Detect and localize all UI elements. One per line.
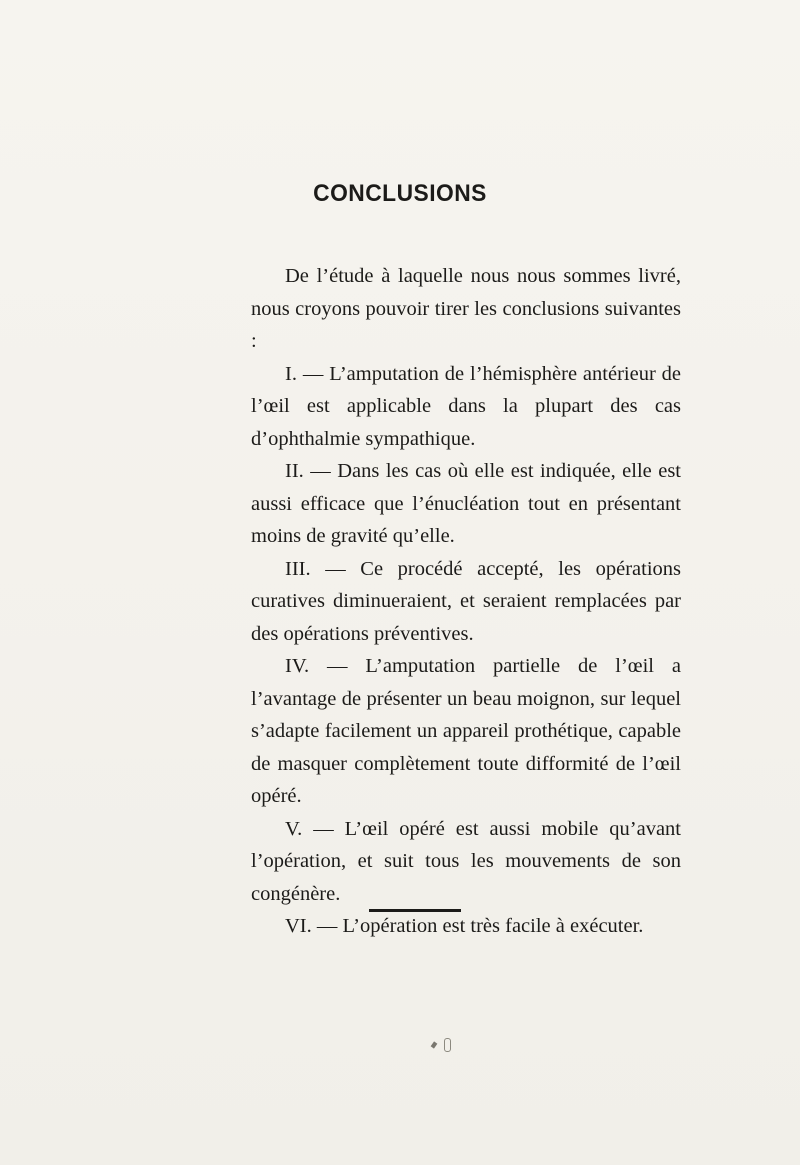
- page-title: CONCLUSIONS: [313, 180, 487, 207]
- print-specks: [432, 1038, 452, 1054]
- intro-paragraph: De l’étude à laquelle nous nous sommes livré, nous croyons pouvoir tirer les conclusions suivantes :: [251, 265, 681, 352]
- conclusion-item-6: VI. — L’opération est très facile à exécuter.: [285, 915, 644, 937]
- conclusion-item-3: III. — Ce procédé accepté, les opérations curatives diminueraient, et seraient remplacées par des opérations préventives.: [251, 557, 681, 645]
- ink-speck: [431, 1041, 438, 1048]
- conclusions-text: [251, 260, 681, 943]
- conclusion-item-1: I. — L’amputation de l’hémisphère antérieur de l’œil est applicable dans la plupart des cas d’ophthalmie sympathique.: [251, 362, 681, 450]
- conclusion-item-5: V. — L’œil opéré est aussi mobile qu’avant l’opération, et suit tous les mouvements de son congénère.: [251, 817, 681, 905]
- conclusion-item-2: II. — Dans les cas où elle est indiquée, elle est aussi efficace que l’énucléation tout en présentant moins de gravité qu’elle.: [251, 460, 681, 547]
- section-divider: [369, 909, 461, 912]
- ink-speck: [444, 1038, 451, 1052]
- conclusion-item-4: IV. — L’amputation partielle de l’œil a l’avantage de présenter un beau moignon, sur lequel s’adapte facilement un appareil prothétique, capable de masquer complètement toute difformité de l’œil opéré.: [251, 655, 681, 807]
